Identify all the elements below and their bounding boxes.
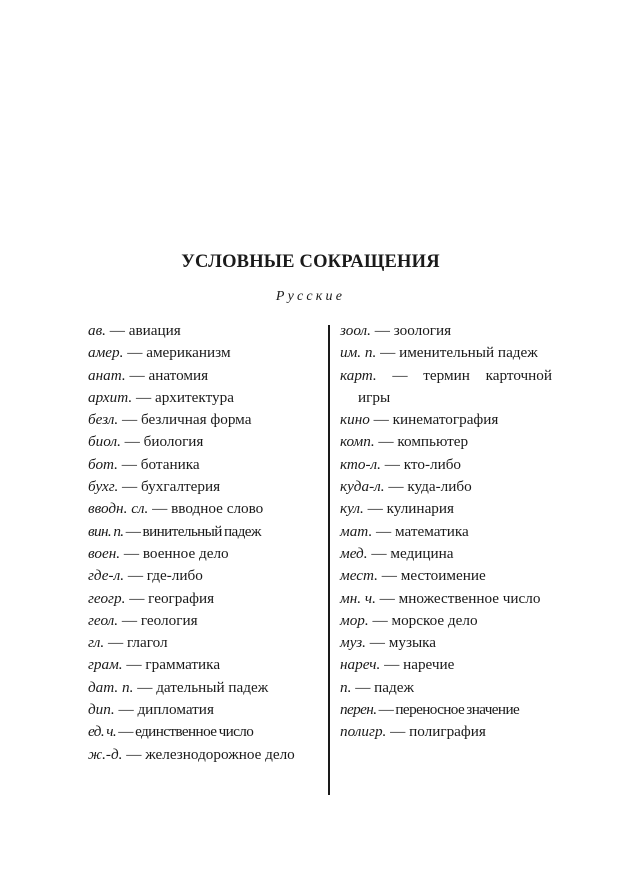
abbreviation-entry: вин. п. — винительный падеж: [88, 522, 261, 540]
abbreviation-entry: дат. п. — дательный падеж: [88, 678, 269, 696]
abbreviation-entry: анат. — анатомия: [88, 366, 209, 384]
abbreviation-entry: п. — падеж: [340, 678, 415, 696]
abbreviation-entry: бухг. — бухгалтерия: [88, 478, 221, 496]
abbreviation-entry: архит. — архитектура: [88, 388, 234, 406]
abbreviation-entry: полигр. — полиграфия: [340, 723, 486, 741]
abbreviation-entry: ж.-д. — железнодорожное дело: [88, 745, 295, 763]
abbreviation-entry: мат. — математика: [340, 522, 469, 540]
abbreviation-entry: безл. — безличная форма: [88, 411, 252, 429]
abbreviation-entry: мест. — местоимение: [340, 567, 486, 585]
column-divider: [328, 325, 330, 795]
abbreviation-entry: грам. — грамматика: [88, 656, 221, 674]
section-subtitle: Русские: [275, 289, 346, 304]
abbreviation-entry: карт. — термин карточной игры: [340, 366, 553, 406]
abbreviation-entry: ед. ч. — единственное число: [88, 723, 254, 741]
abbreviation-entry: мн. ч. — множественное число: [340, 589, 541, 607]
abbreviation-entry: вводн. сл. — вводное слово: [88, 500, 264, 518]
abbreviation-entry: кто-л. — кто-либо: [340, 455, 462, 473]
abbreviation-entry: геогр. — география: [88, 589, 215, 607]
abbreviation-entry: дип. — дипломатия: [88, 701, 214, 719]
abbreviation-entry: зоол. — зоология: [340, 322, 452, 339]
abbreviation-entry: куда-л. — куда-либо: [340, 478, 472, 496]
abbreviation-entry: гл. — глагол: [88, 634, 168, 652]
abbreviation-entry: им. п. — именительный падеж: [340, 344, 538, 362]
abbreviation-entry: кино — кинематография: [340, 411, 499, 429]
abbreviation-entry: воен. — военное дело: [88, 544, 229, 562]
abbreviation-entry: муз. — музыка: [340, 634, 437, 652]
abbreviation-entry: геол. — геология: [88, 611, 198, 629]
abbreviation-entry: перен. — переносное значение: [340, 701, 520, 719]
abbreviation-entry: комп. — компьютер: [340, 433, 469, 451]
abbreviation-entry: кул. — кулинария: [340, 500, 455, 518]
abbreviation-entry: мор. — морское дело: [340, 611, 478, 629]
abbreviation-entry: ав. — авиация: [88, 322, 181, 339]
abbreviation-entry: мед. — медицина: [340, 544, 454, 562]
abbreviations-right-column: [340, 320, 552, 744]
abbreviation-entry: где-л. — где-либо: [88, 567, 203, 585]
abbreviation-entry: нареч. — наречие: [340, 656, 455, 674]
abbreviation-entry: биол. — биология: [88, 433, 204, 451]
page-title: УСЛОВНЫЕ СОКРАЩЕНИЯ: [181, 252, 440, 272]
abbreviations-left-column: [88, 320, 316, 766]
abbreviation-entry: амер. — американизм: [88, 344, 231, 362]
abbreviation-entry: бот. — ботаника: [88, 455, 200, 473]
